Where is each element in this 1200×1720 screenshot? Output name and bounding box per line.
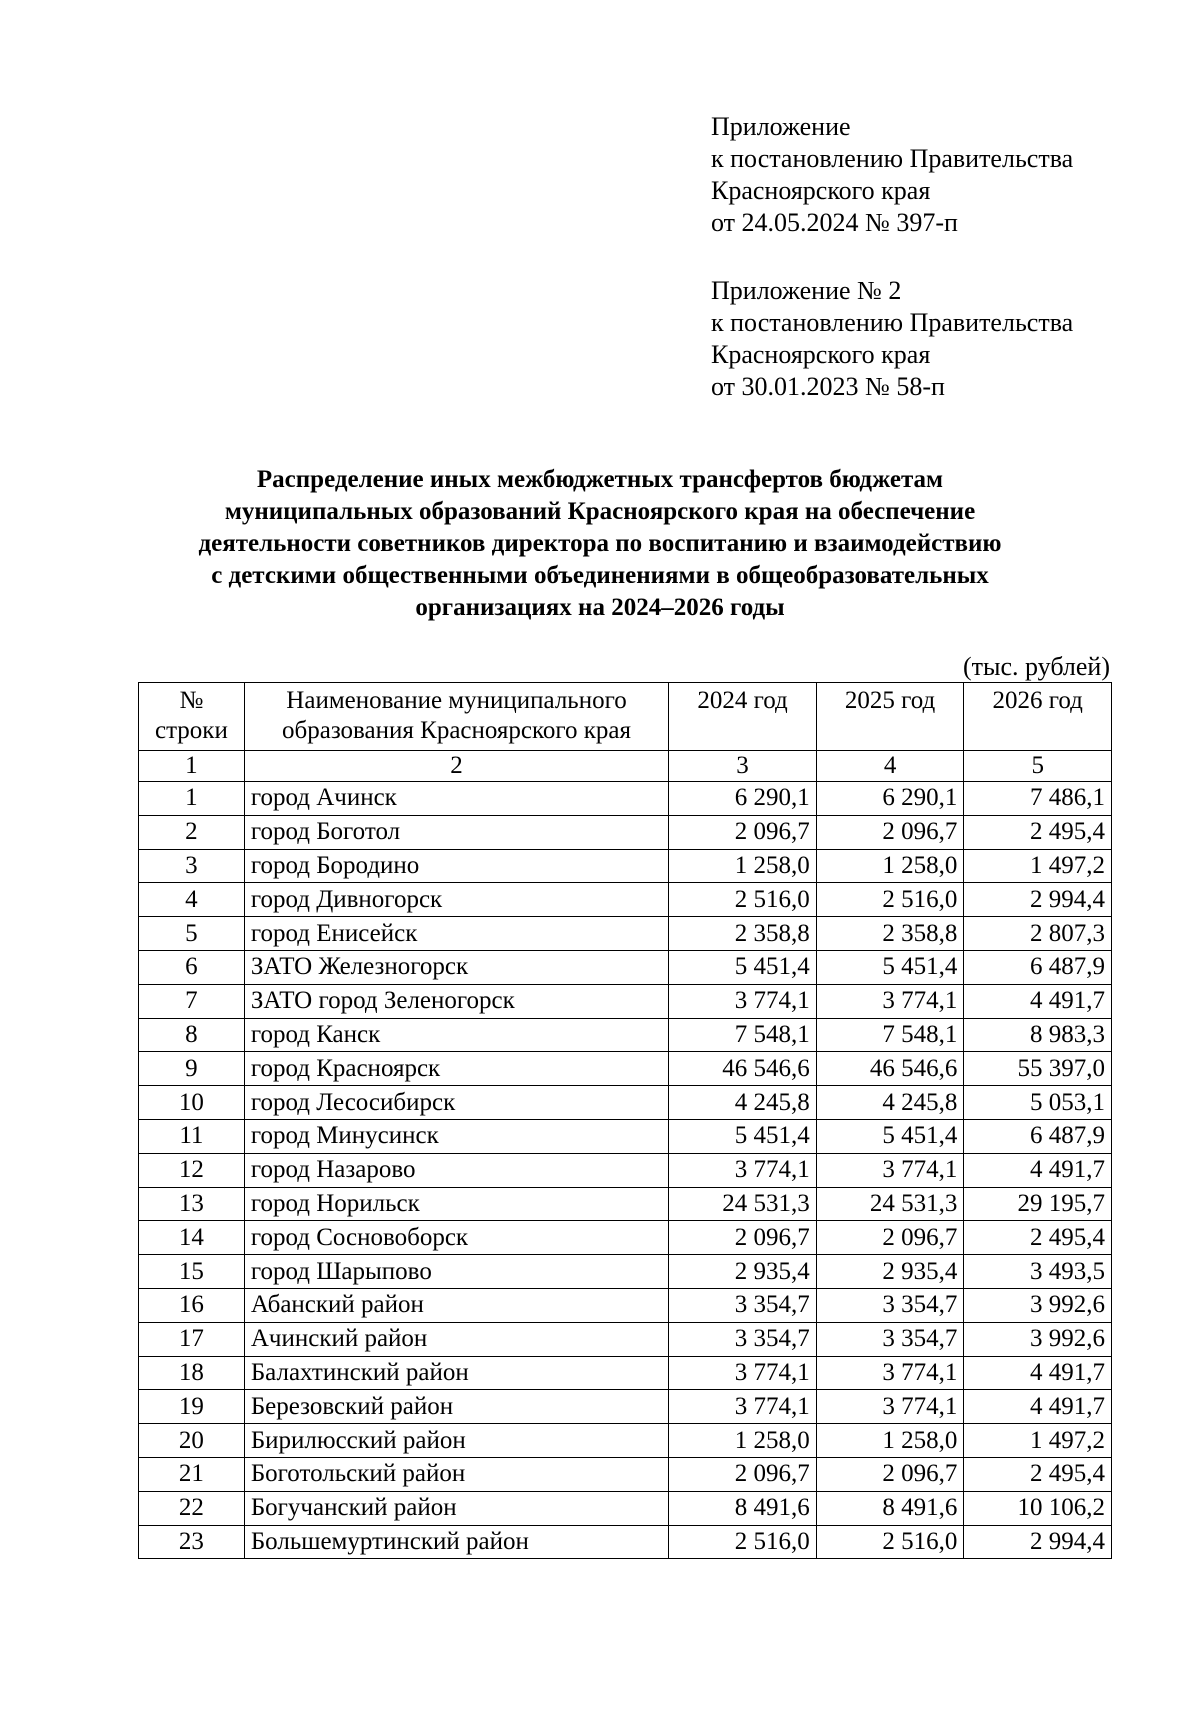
value-2026-cell: 3 992,6 bbox=[964, 1322, 1112, 1356]
header-year-2025: 2025 год bbox=[816, 683, 964, 751]
municipality-name-cell: город Канск bbox=[244, 1018, 668, 1052]
row-number-cell: 21 bbox=[139, 1457, 245, 1491]
value-2026-cell: 8 983,3 bbox=[964, 1018, 1112, 1052]
value-2024-cell: 2 096,7 bbox=[669, 1457, 817, 1491]
value-2025-cell: 3 354,7 bbox=[816, 1288, 964, 1322]
attachment-line: Приложение bbox=[711, 112, 851, 141]
value-2026-cell: 2 495,4 bbox=[964, 815, 1112, 849]
row-number-cell: 20 bbox=[139, 1424, 245, 1458]
municipality-name-cell: Богучанский район bbox=[244, 1491, 668, 1525]
value-2026-cell: 4 491,7 bbox=[964, 1153, 1112, 1187]
table-row bbox=[139, 1390, 1112, 1424]
header-year-2024: 2024 год bbox=[669, 683, 817, 751]
value-2026-cell: 7 486,1 bbox=[964, 782, 1112, 816]
municipality-name-cell: ЗАТО город Зеленогорск bbox=[244, 984, 668, 1018]
column-number: 5 bbox=[964, 751, 1112, 782]
value-2024-cell: 6 290,1 bbox=[669, 782, 817, 816]
row-number-cell: 23 bbox=[139, 1525, 245, 1559]
table-row bbox=[139, 1187, 1112, 1221]
row-number-cell: 19 bbox=[139, 1390, 245, 1424]
header-row-number: № строки bbox=[139, 683, 245, 751]
municipality-name-cell: город Енисейск bbox=[244, 917, 668, 951]
value-2025-cell: 3 774,1 bbox=[816, 984, 964, 1018]
value-2026-cell: 4 491,7 bbox=[964, 1356, 1112, 1390]
value-2026-cell: 29 195,7 bbox=[964, 1187, 1112, 1221]
row-number-cell: 1 bbox=[139, 782, 245, 816]
row-number-cell: 8 bbox=[139, 1018, 245, 1052]
municipality-name-cell: Балахтинский район bbox=[244, 1356, 668, 1390]
value-2024-cell: 1 258,0 bbox=[669, 1424, 817, 1458]
value-2026-cell: 55 397,0 bbox=[964, 1052, 1112, 1086]
table-row bbox=[139, 883, 1112, 917]
attachment-line: Красноярского края bbox=[711, 176, 931, 205]
municipality-name-cell: город Ачинск bbox=[244, 782, 668, 816]
municipality-name-cell: Березовский район bbox=[244, 1390, 668, 1424]
row-number-cell: 14 bbox=[139, 1221, 245, 1255]
value-2026-cell: 2 994,4 bbox=[964, 1525, 1112, 1559]
value-2024-cell: 7 548,1 bbox=[669, 1018, 817, 1052]
row-number-cell: 3 bbox=[139, 849, 245, 883]
row-number-cell: 18 bbox=[139, 1356, 245, 1390]
value-2026-cell: 6 487,9 bbox=[964, 1119, 1112, 1153]
attachment-line: от 24.05.2024 № 397-п bbox=[711, 208, 958, 237]
table-row bbox=[139, 1525, 1112, 1559]
value-2024-cell: 3 774,1 bbox=[669, 1153, 817, 1187]
attachment-header-original bbox=[711, 275, 1073, 403]
table-row bbox=[139, 1322, 1112, 1356]
row-number-cell: 15 bbox=[139, 1255, 245, 1289]
table-row bbox=[139, 1457, 1112, 1491]
value-2025-cell: 2 516,0 bbox=[816, 883, 964, 917]
document-title bbox=[150, 464, 1050, 624]
value-2024-cell: 2 096,7 bbox=[669, 1221, 817, 1255]
value-2026-cell: 1 497,2 bbox=[964, 1424, 1112, 1458]
value-2025-cell: 2 096,7 bbox=[816, 815, 964, 849]
value-2024-cell: 2 516,0 bbox=[669, 883, 817, 917]
title-line: Распределение иных межбюджетных трансфертов бюджетам bbox=[256, 466, 944, 493]
table-row bbox=[139, 1288, 1112, 1322]
value-2025-cell: 24 531,3 bbox=[816, 1187, 964, 1221]
value-2025-cell: 3 354,7 bbox=[816, 1322, 964, 1356]
value-2024-cell: 5 451,4 bbox=[669, 950, 817, 984]
table-row bbox=[139, 782, 1112, 816]
value-2025-cell: 8 491,6 bbox=[816, 1491, 964, 1525]
row-number-cell: 2 bbox=[139, 815, 245, 849]
municipality-name-cell: город Норильск bbox=[244, 1187, 668, 1221]
title-line: с детскими общественными объединениями в общеобразовательных bbox=[211, 562, 989, 589]
value-2024-cell: 5 451,4 bbox=[669, 1119, 817, 1153]
attachment-header-current bbox=[711, 111, 1073, 239]
value-2026-cell: 2 495,4 bbox=[964, 1221, 1112, 1255]
row-number-cell: 4 bbox=[139, 883, 245, 917]
table-row bbox=[139, 1086, 1112, 1120]
row-number-cell: 5 bbox=[139, 917, 245, 951]
value-2025-cell: 2 096,7 bbox=[816, 1221, 964, 1255]
value-2025-cell: 5 451,4 bbox=[816, 950, 964, 984]
table-row bbox=[139, 1153, 1112, 1187]
value-2024-cell: 3 354,7 bbox=[669, 1322, 817, 1356]
value-2026-cell: 2 495,4 bbox=[964, 1457, 1112, 1491]
value-2026-cell: 4 491,7 bbox=[964, 1390, 1112, 1424]
attachment-line: к постановлению Правительства bbox=[711, 144, 1074, 173]
column-number: 4 bbox=[816, 751, 964, 782]
title-line: организациях на 2024–2026 годы bbox=[415, 594, 785, 621]
value-2025-cell: 3 774,1 bbox=[816, 1153, 964, 1187]
row-number-cell: 7 bbox=[139, 984, 245, 1018]
value-2024-cell: 3 774,1 bbox=[669, 984, 817, 1018]
value-2025-cell: 4 245,8 bbox=[816, 1086, 964, 1120]
row-number-cell: 9 bbox=[139, 1052, 245, 1086]
municipality-name-cell: город Бородино bbox=[244, 849, 668, 883]
table-row bbox=[139, 984, 1112, 1018]
column-number-row bbox=[139, 751, 1112, 782]
row-number-cell: 17 bbox=[139, 1322, 245, 1356]
value-2025-cell: 2 096,7 bbox=[816, 1457, 964, 1491]
value-2025-cell: 7 548,1 bbox=[816, 1018, 964, 1052]
units-label: (тыс. рублей) bbox=[962, 652, 1110, 681]
value-2026-cell: 3 992,6 bbox=[964, 1288, 1112, 1322]
municipality-name-cell: город Минусинск bbox=[244, 1119, 668, 1153]
attachment-line: от 30.01.2023 № 58-п bbox=[711, 372, 945, 401]
attachment-line: Приложение № 2 bbox=[711, 276, 902, 305]
table-row bbox=[139, 815, 1112, 849]
value-2024-cell: 1 258,0 bbox=[669, 849, 817, 883]
municipality-name-cell: город Сосновоборск bbox=[244, 1221, 668, 1255]
value-2025-cell: 3 774,1 bbox=[816, 1390, 964, 1424]
value-2024-cell: 3 774,1 bbox=[669, 1356, 817, 1390]
value-2024-cell: 3 774,1 bbox=[669, 1390, 817, 1424]
table-row bbox=[139, 1018, 1112, 1052]
value-2025-cell: 5 451,4 bbox=[816, 1119, 964, 1153]
value-2025-cell: 1 258,0 bbox=[816, 849, 964, 883]
row-number-cell: 10 bbox=[139, 1086, 245, 1120]
table-row bbox=[139, 917, 1112, 951]
header-year-2026: 2026 год bbox=[964, 683, 1112, 751]
municipality-name-cell: город Красноярск bbox=[244, 1052, 668, 1086]
value-2026-cell: 2 994,4 bbox=[964, 883, 1112, 917]
municipality-name-cell: город Боготол bbox=[244, 815, 668, 849]
municipality-name-cell: город Лесосибирск bbox=[244, 1086, 668, 1120]
row-number-cell: 22 bbox=[139, 1491, 245, 1525]
value-2026-cell: 1 497,2 bbox=[964, 849, 1112, 883]
value-2025-cell: 1 258,0 bbox=[816, 1424, 964, 1458]
row-number-cell: 11 bbox=[139, 1119, 245, 1153]
attachment-line: Красноярского края bbox=[711, 340, 931, 369]
table-row bbox=[139, 1356, 1112, 1390]
municipality-name-cell: Боготольский район bbox=[244, 1457, 668, 1491]
row-number-cell: 6 bbox=[139, 950, 245, 984]
row-number-cell: 12 bbox=[139, 1153, 245, 1187]
municipality-name-cell: город Шарыпово bbox=[244, 1255, 668, 1289]
value-2024-cell: 8 491,6 bbox=[669, 1491, 817, 1525]
value-2026-cell: 5 053,1 bbox=[964, 1086, 1112, 1120]
table-row bbox=[139, 1052, 1112, 1086]
municipality-name-cell: Абанский район bbox=[244, 1288, 668, 1322]
row-number-cell: 16 bbox=[139, 1288, 245, 1322]
table-row bbox=[139, 950, 1112, 984]
value-2024-cell: 24 531,3 bbox=[669, 1187, 817, 1221]
title-line: муниципальных образований Красноярского края на обеспечение bbox=[224, 498, 976, 525]
value-2024-cell: 2 358,8 bbox=[669, 917, 817, 951]
value-2025-cell: 46 546,6 bbox=[816, 1052, 964, 1086]
value-2026-cell: 2 807,3 bbox=[964, 917, 1112, 951]
table-row bbox=[139, 1424, 1112, 1458]
value-2025-cell: 6 290,1 bbox=[816, 782, 964, 816]
value-2026-cell: 3 493,5 bbox=[964, 1255, 1112, 1289]
table-row bbox=[139, 1491, 1112, 1525]
value-2026-cell: 6 487,9 bbox=[964, 950, 1112, 984]
table-row bbox=[139, 1255, 1112, 1289]
value-2025-cell: 2 358,8 bbox=[816, 917, 964, 951]
table-row bbox=[139, 1221, 1112, 1255]
column-number: 3 bbox=[669, 751, 817, 782]
value-2025-cell: 3 774,1 bbox=[816, 1356, 964, 1390]
value-2025-cell: 2 935,4 bbox=[816, 1255, 964, 1289]
municipality-name-cell: Бирилюсский район bbox=[244, 1424, 668, 1458]
value-2024-cell: 46 546,6 bbox=[669, 1052, 817, 1086]
header-municipality-name: Наименование муниципального образования Красноярского края bbox=[244, 683, 668, 751]
row-number-cell: 13 bbox=[139, 1187, 245, 1221]
municipality-name-cell: Большемуртинский район bbox=[244, 1525, 668, 1559]
value-2024-cell: 2 935,4 bbox=[669, 1255, 817, 1289]
value-2024-cell: 4 245,8 bbox=[669, 1086, 817, 1120]
municipality-name-cell: Ачинский район bbox=[244, 1322, 668, 1356]
municipality-name-cell: город Назарово bbox=[244, 1153, 668, 1187]
value-2026-cell: 4 491,7 bbox=[964, 984, 1112, 1018]
distribution-table bbox=[138, 682, 1112, 1559]
value-2024-cell: 3 354,7 bbox=[669, 1288, 817, 1322]
value-2024-cell: 2 516,0 bbox=[669, 1525, 817, 1559]
table-row bbox=[139, 1119, 1112, 1153]
column-number: 2 bbox=[244, 751, 668, 782]
value-2025-cell: 2 516,0 bbox=[816, 1525, 964, 1559]
column-number: 1 bbox=[139, 751, 245, 782]
table-row bbox=[139, 849, 1112, 883]
municipality-name-cell: ЗАТО Железногорск bbox=[244, 950, 668, 984]
value-2024-cell: 2 096,7 bbox=[669, 815, 817, 849]
municipality-name-cell: город Дивногорск bbox=[244, 883, 668, 917]
table-header-row bbox=[139, 683, 1112, 751]
value-2026-cell: 10 106,2 bbox=[964, 1491, 1112, 1525]
attachment-line: к постановлению Правительства bbox=[711, 308, 1074, 337]
title-line: деятельности советников директора по воспитанию и взаимодействию bbox=[198, 530, 1002, 557]
